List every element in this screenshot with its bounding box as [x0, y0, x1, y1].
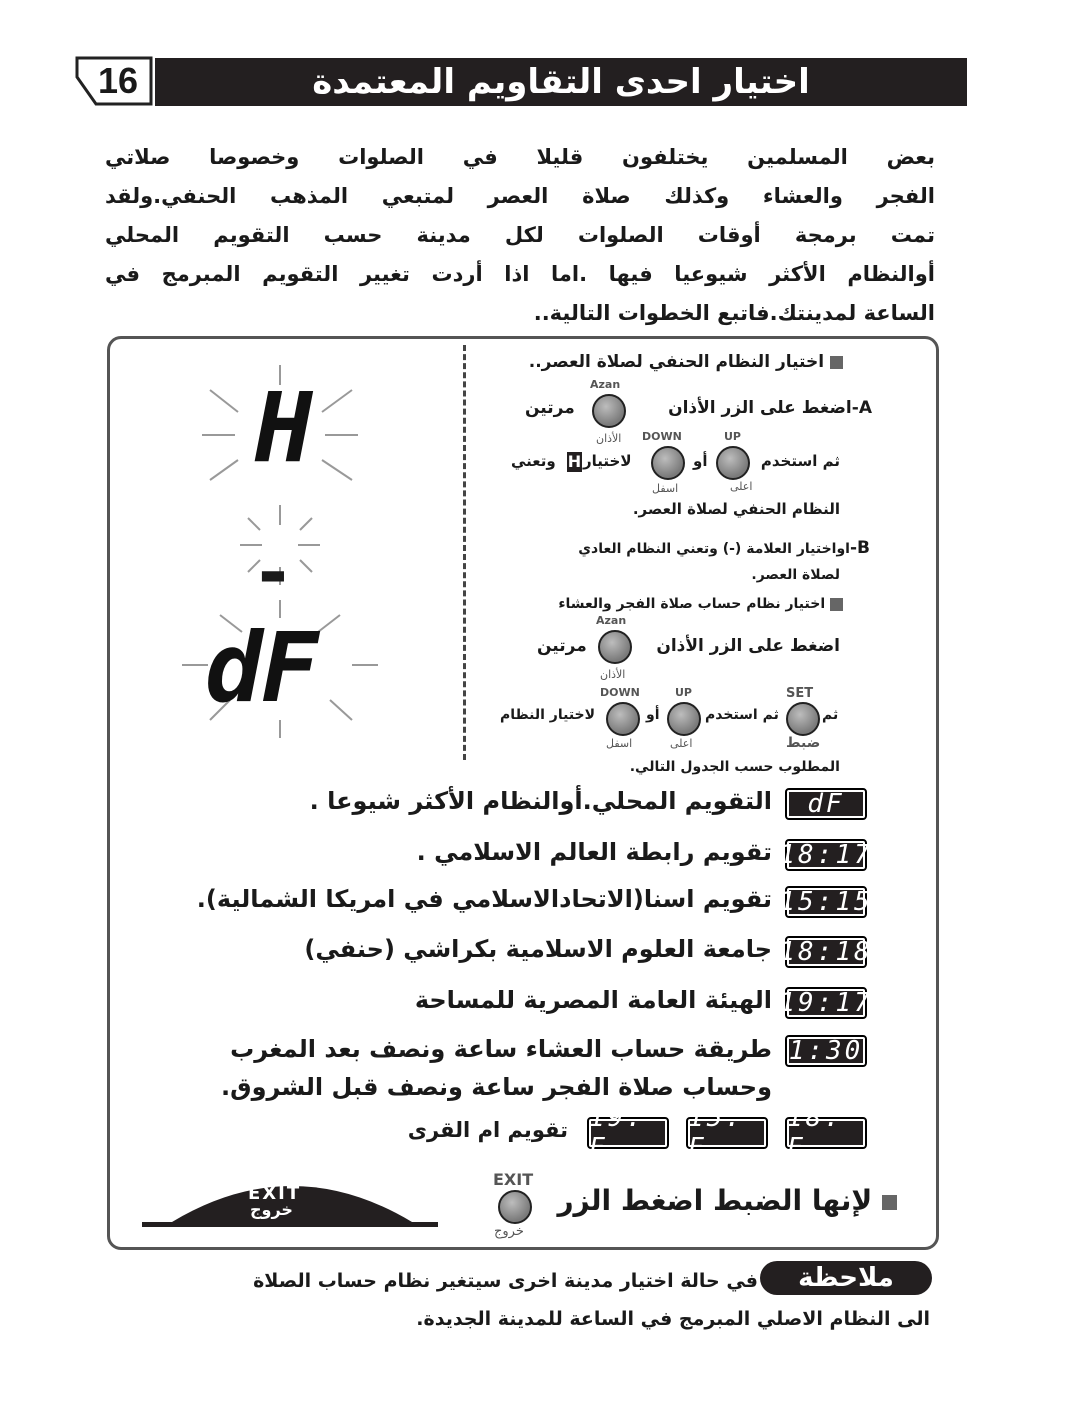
down-button[interactable]	[651, 446, 685, 480]
divider-dashed	[463, 345, 466, 760]
lcd-code: 18: F	[785, 1117, 867, 1149]
calendar-text: التقويم المحلي.أوالنظام الأكثر شيوعا .	[309, 787, 772, 815]
page-title: اختيار احدى التقاويم المعتمدة	[155, 58, 967, 106]
calendar-text-line2: وحساب صلاة الفجر ساعة ونصف قبل الشروق.	[221, 1073, 772, 1101]
page-number: 16	[97, 60, 139, 101]
to-select-system: لاختيار النظام	[500, 707, 596, 723]
display-dash: -	[258, 530, 288, 614]
then-text: ثم	[822, 707, 839, 723]
exit-instruction	[557, 1184, 897, 1217]
azan-button-2[interactable]	[598, 630, 632, 664]
lcd-code: 19: F	[587, 1117, 669, 1149]
up-label-en: UP	[724, 430, 741, 443]
azan-button[interactable]	[592, 394, 626, 428]
bullet-icon	[882, 1195, 897, 1210]
or-text-2: أو	[646, 707, 660, 723]
lcd-code: 19:17	[779, 988, 873, 1018]
bullet-icon	[830, 356, 843, 369]
intro-line: الفجر والعشاء وكذلك صلاة العصر لمتبعي المذهب الحنفي.ولقد	[105, 184, 935, 208]
asr-heading-text: اختيار النظام الحنفي لصلاة العصر..	[528, 352, 825, 372]
display-digit-h: H	[255, 372, 311, 484]
calendar-text: جامعة العلوم الاسلامية بكراشي (حنفي)	[304, 935, 772, 963]
lcd-code: 18:17	[779, 840, 873, 870]
set-button[interactable]	[786, 702, 820, 736]
step-b-text	[578, 538, 870, 558]
lcd-code: 15: F	[686, 1117, 768, 1149]
intro-line: بعض المسلمين يختلفون قليلا في الصلوات وخصوصا صلاتي	[105, 145, 935, 169]
fajr-heading	[558, 596, 843, 612]
intro-paragraph	[105, 138, 935, 333]
fajr-press-text: اضغط على الزر الأذان	[656, 636, 840, 656]
then-use-text-2: ثم استخدم	[705, 707, 779, 723]
up-label-ar: اعلى	[730, 480, 753, 493]
exit-plate-en: EXIT	[248, 1183, 302, 1204]
hanafi-line: النظام الحنفي لصلاة العصر.	[632, 500, 840, 518]
calendar-text: تقويم اسنا(الاتحادالاسلامي في امريكا الشمالية).	[196, 885, 772, 913]
step-a-times: مرتين	[525, 398, 575, 418]
calendar-text: الهيئة العامة المصرية للمساحة	[414, 986, 772, 1014]
up-button[interactable]	[716, 446, 750, 480]
or-text: أو	[693, 452, 708, 470]
calendar-text: طريقة حساب العشاء ساعة ونصف بعد المغرب	[230, 1035, 772, 1063]
down-label-en: DOWN	[642, 430, 682, 443]
to-select-text: لاختيار	[583, 452, 632, 470]
down-label-ar: اسفل	[652, 482, 679, 495]
azan-label-en-2: Azan	[596, 614, 627, 627]
intro-line: الساعة لمدينتك.فاتبع الخطوات التالية..	[533, 301, 935, 325]
note-line2: الى النظام الاصلي المبرمج في الساعة للمدينة الجديدة.	[416, 1308, 930, 1330]
means-text: وتعني	[511, 452, 556, 470]
exit-instruction-text: لإنها الضبط اضغط الزر	[557, 1184, 873, 1217]
intro-line: أوالنظام الأكثر شيوعيا فيها .اما اذا أردت تغيير التقويم المبرمج في	[105, 262, 935, 286]
set-label-ar: ضبط	[786, 735, 821, 751]
azan-label-ar: الأذان	[596, 432, 622, 445]
step-a-label: اضغط على الزر الأذان	[668, 398, 852, 418]
lcd-code: 1:30	[785, 1035, 867, 1067]
then-use-text: ثم استخدم	[760, 452, 840, 470]
up-label-en-2: UP	[675, 686, 692, 699]
umm-al-qura-text: تقويم ام القرى	[407, 1118, 568, 1142]
calendar-text: تقويم رابطة العالم الاسلامي .	[416, 838, 772, 866]
fajr-heading-text: اختيار نظام حساب صلاة الفجر والعشاء	[558, 596, 826, 612]
up-button-2[interactable]	[667, 702, 701, 736]
step-b-prefix: B-	[849, 538, 870, 558]
fajr-times: مرتين	[537, 636, 587, 656]
exit-button[interactable]	[498, 1190, 532, 1224]
exit-label-ar: خروج	[494, 1224, 524, 1239]
step-b-line2: لصلاة العصر.	[751, 567, 840, 583]
lcd-code: 18:18	[779, 937, 873, 967]
note-label: ملاحظة	[760, 1261, 932, 1295]
step-a-text	[668, 398, 872, 418]
intro-line: تمت برمجة أوقات الصلوات لكل مدينة حسب التقويم المحلي	[105, 223, 935, 247]
lcd-code: 15:15	[779, 887, 873, 917]
bullet-icon	[830, 598, 843, 611]
h-letter-box: H	[567, 452, 582, 471]
required-line: المطلوب حسب الجدول التالي.	[629, 759, 840, 775]
set-label-en: SET	[786, 686, 814, 701]
note-line1: في حالة اختيار مدينة اخرى سيتغير نظام حساب الصلاة	[253, 1270, 758, 1292]
azan-label-en: Azan	[590, 378, 621, 391]
lcd-code: dF	[785, 788, 867, 820]
down-label-ar-2: اسفل	[606, 737, 633, 750]
display-df: dF	[205, 612, 317, 724]
down-button-2[interactable]	[606, 702, 640, 736]
exit-label-en: EXIT	[493, 1170, 534, 1189]
exit-plate-ar: خروج	[250, 1200, 293, 1219]
step-b-label: اواختيار العلامة (-) وتعني النظام العادي	[578, 541, 850, 557]
step-a-prefix: A-	[851, 398, 872, 418]
up-label-ar-2: اعلى	[670, 737, 693, 750]
down-label-en-2: DOWN	[600, 686, 640, 699]
azan-label-ar-2: الأذان	[600, 668, 626, 681]
asr-heading	[529, 352, 843, 372]
